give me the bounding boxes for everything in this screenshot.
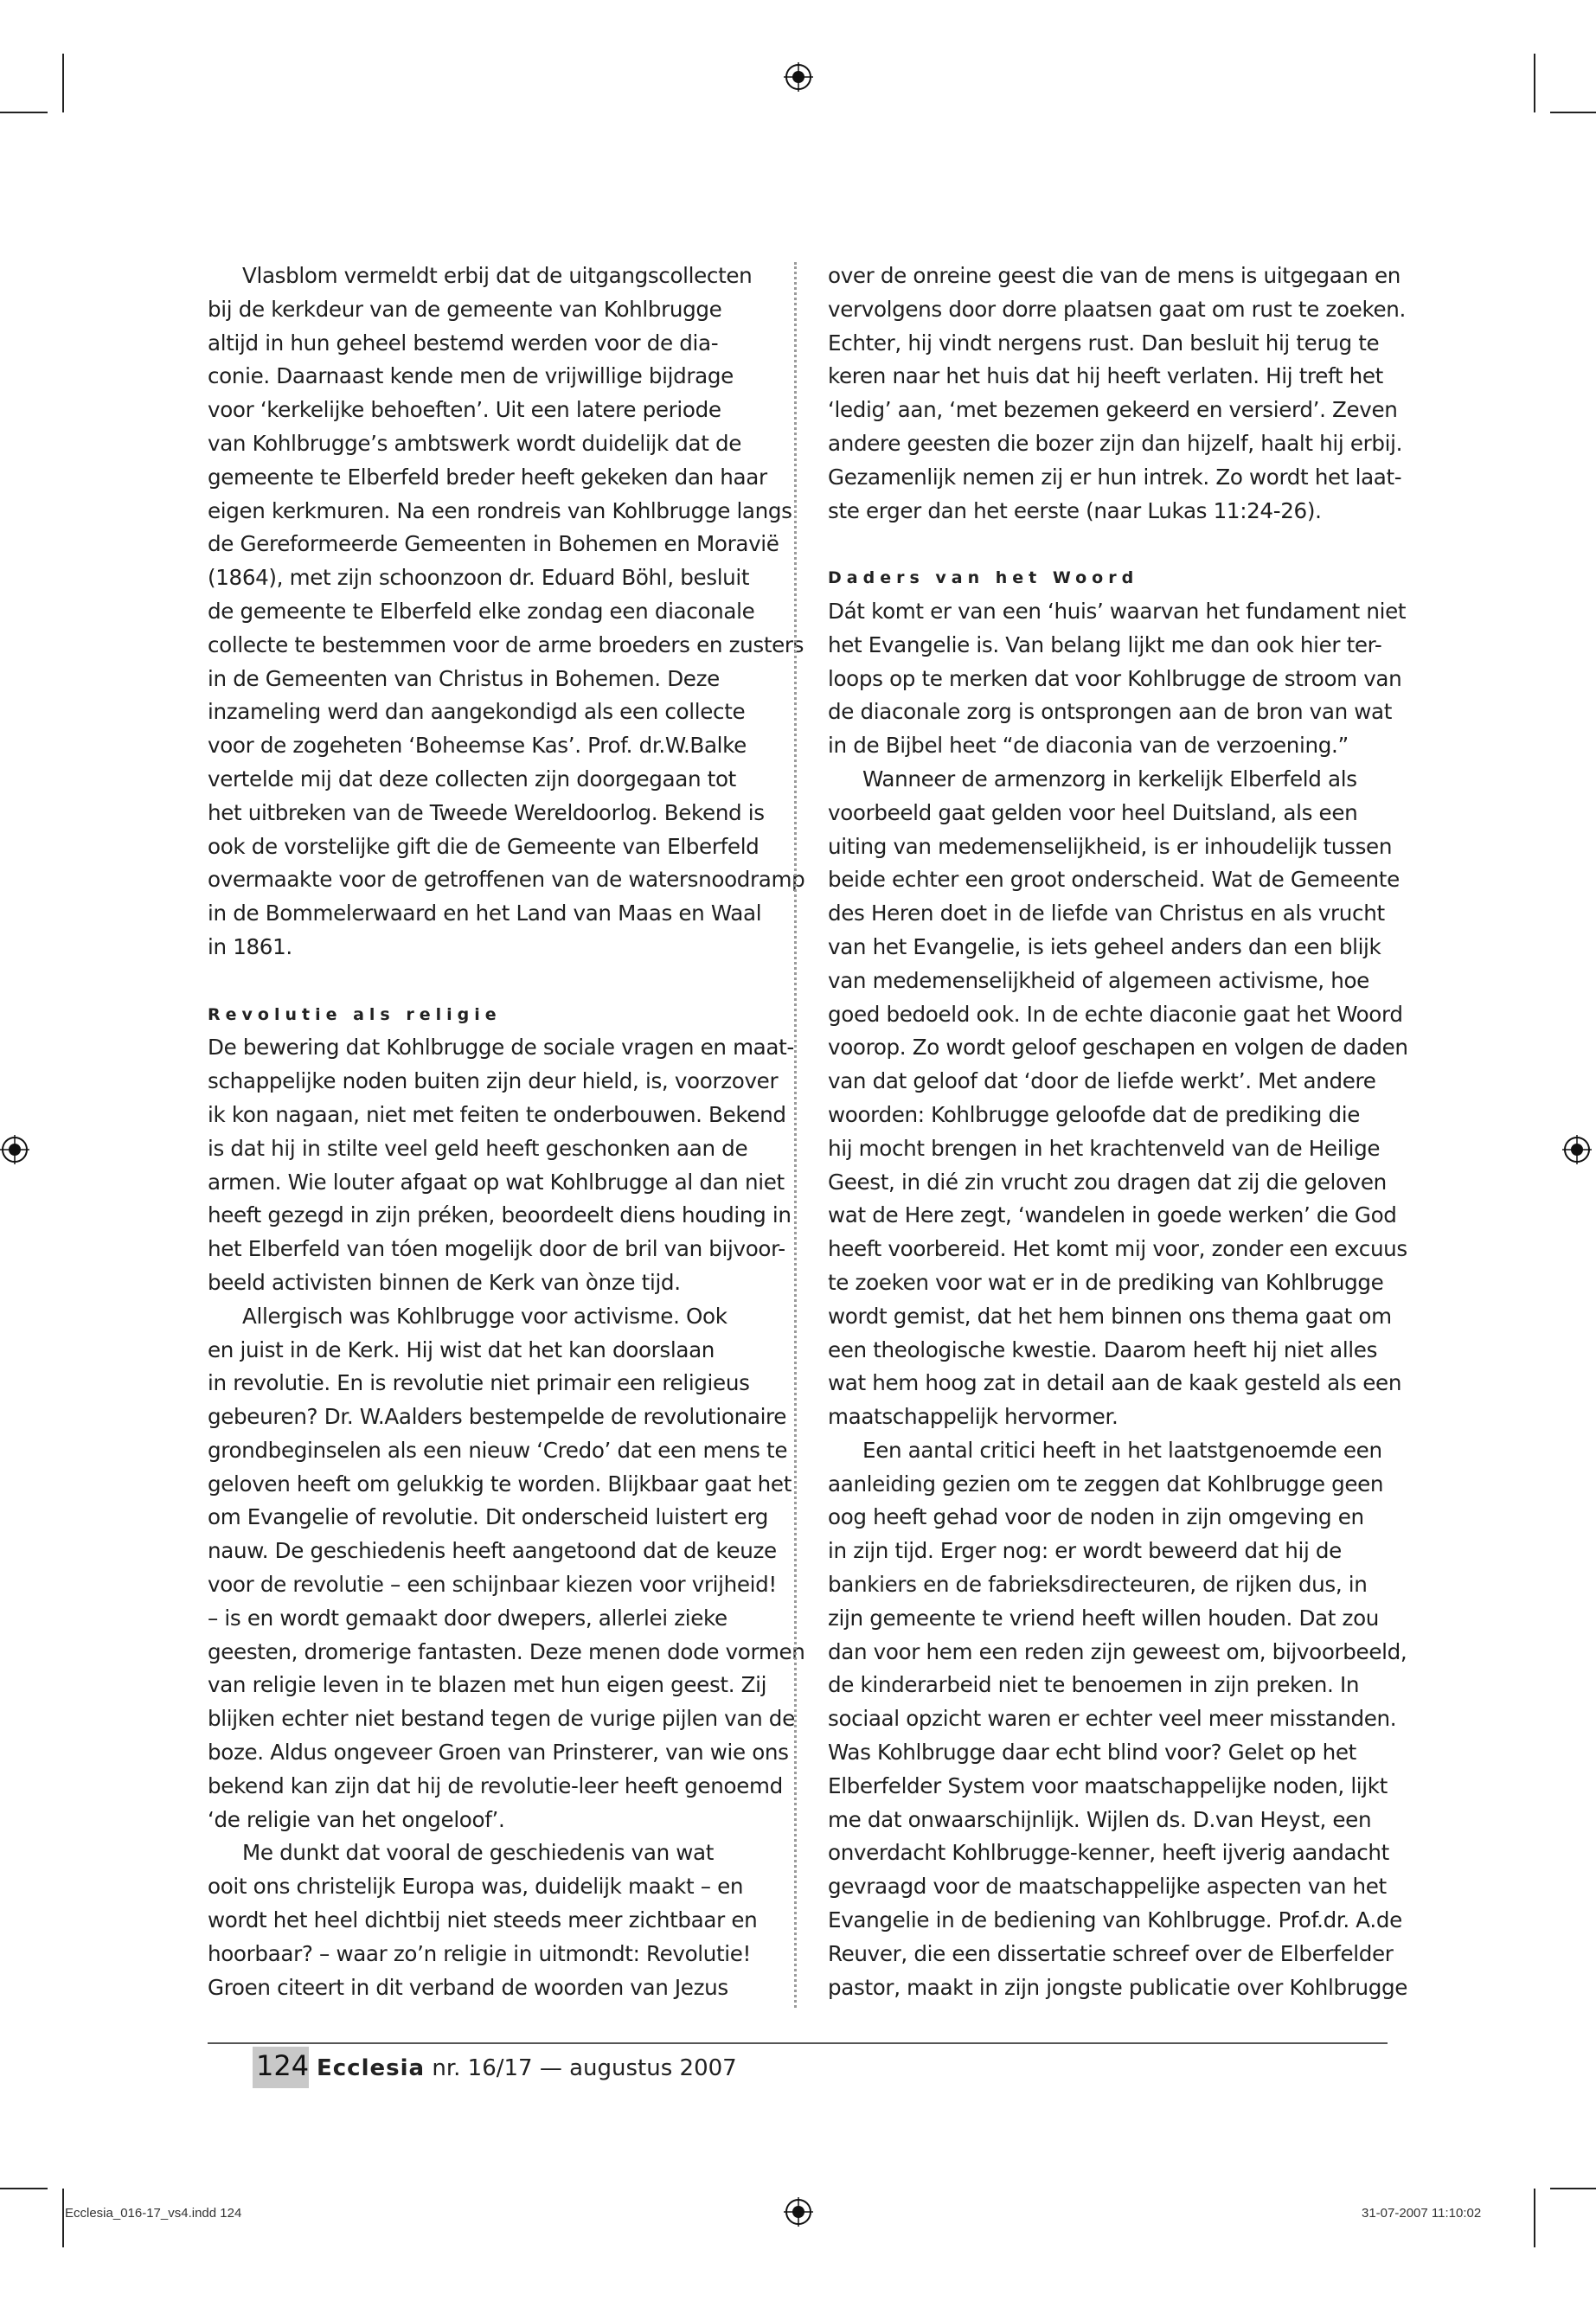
text-line: Gezamenlijk nemen zij er hun intrek. Zo wordt het laat- [828, 464, 1402, 490]
text-line: voor ‘kerkelijke behoeften’. Uit een latere periode [208, 397, 721, 423]
text-line: de Gereformeerde Gemeenten in Bohemen en Moravië [208, 531, 779, 557]
text-line: ik kon nagaan, niet met feiten te onderbouwen. Bekend [208, 1101, 786, 1127]
column-divider [794, 262, 797, 2008]
slug-timestamp: 31-07-2007 11:10:02 [1362, 2206, 1482, 2221]
slug-filename: Ecclesia_016-17_vs4.indd 124 [65, 2206, 242, 2221]
text-line: dan voor hem een reden zijn geweest om, bijvoorbeeld, [828, 1638, 1407, 1664]
text-line: over de onreine geest die van de mens is uitgegaan en [828, 263, 1401, 288]
crop-mark [1534, 54, 1535, 112]
text-line: bij de kerkdeur van de gemeente van Kohlbrugge [208, 296, 722, 322]
text-line: gebeuren? Dr. W.Aalders bestempelde de revolutionaire [208, 1404, 787, 1430]
paragraph [828, 260, 1406, 528]
text-line: woorden: Kohlbrugge geloofde dat de prediking die [828, 1101, 1361, 1127]
paragraph [208, 1031, 794, 1299]
text-line: schappelijke noden buiten zijn deur hield, is, voorzover [208, 1068, 779, 1094]
text-line: Evangelie in de bediening van Kohlbrugge. Prof.dr. A.de [828, 1907, 1402, 1933]
text-line: Me dunkt dat vooral de geschiedenis van wat [242, 1840, 715, 1866]
text-line: me dat onwaarschijnlijk. Wijlen ds. D.van Heyst, een [828, 1806, 1372, 1832]
text-line: Vlasblom vermeldt erbij dat de uitgangscollecten [242, 263, 753, 288]
text-line: wordt gemist, dat het hem binnen ons thema gaat om [828, 1303, 1392, 1329]
text-line: eigen kerkmuren. Na een rondreis van Kohlbrugge langs [208, 497, 792, 523]
paragraph [828, 595, 1407, 763]
crop-mark [1534, 2189, 1535, 2247]
registration-mark-icon [0, 1135, 29, 1164]
paragraph [828, 763, 1408, 1434]
issue-info: nr. 16/17 — augustus 2007 [425, 2055, 737, 2081]
text-line: de kinderarbeid niet te benoemen in zijn preken. In [828, 1672, 1360, 1698]
text-line: van Kohlbrugge’s ambtswerk wordt duidelijk dat de [208, 430, 742, 456]
registration-mark-icon [1562, 1135, 1592, 1164]
text-line: hij mocht brengen in het krachtenveld van de Heilige [828, 1135, 1381, 1161]
text-line: Wanneer de armenzorg in kerkelijk Elberfeld als [862, 766, 1357, 792]
text-line: voor de zogeheten ‘Boheemse Kas’. Prof. dr.W.Balke [208, 733, 747, 759]
text-line: grondbeginselen als een nieuw ‘Credo’ dat een mens te [208, 1437, 788, 1463]
text-line: is dat hij in stilte veel geld heeft geschonken aan de [208, 1135, 748, 1161]
text-line: in de Bijbel heet “de diaconia van de verzoening.” [828, 733, 1349, 759]
text-line: – is en wordt gemaakt door dwepers, allerlei zieke [208, 1605, 727, 1631]
text-line: te zoeken voor wat er in de prediking van Kohlbrugge [828, 1269, 1384, 1295]
text-line: Geest, in dié zin vrucht zou dragen dat zij die geloven [828, 1169, 1387, 1195]
text-line: Een aantal critici heeft in het laatstgenoemde een [862, 1437, 1382, 1463]
text-line: uiting van medemenselijkheid, is er inhoudelijk tussen [828, 833, 1393, 859]
right-column [828, 260, 1408, 2004]
text-line: van medemenselijkheid of algemeen activisme, hoe [828, 967, 1369, 993]
text-line: ste erger dan het eerste (naar Lukas 11:24-26). [828, 497, 1322, 523]
text-line: conie. Daarnaast kende men de vrijwillige bijdrage [208, 363, 734, 389]
paragraph [208, 1836, 768, 2004]
paragraph [828, 1434, 1408, 2005]
text-line: keren naar het huis dat hij heeft verlaten. Hij treft het [828, 363, 1383, 389]
text-line: gevraagd voor de maatschappelijke aspecten van het [828, 1874, 1387, 1900]
text-line: in zijn tijd. Erger nog: er wordt beweerd dat hij de [828, 1538, 1342, 1564]
text-line: heeft gezegd in zijn préken, beoordeelt diens houding in [208, 1202, 792, 1228]
text-line: beide echter een groot onderscheid. Wat de Gemeente [828, 867, 1400, 893]
text-line: vertelde mij dat deze collecten zijn doorgegaan tot [208, 766, 736, 792]
text-line: armen. Wie louter afgaat op wat Kohlbrugge al dan niet [208, 1169, 785, 1195]
registration-mark-icon [784, 62, 813, 92]
text-line: voorop. Zo wordt geloof geschapen en volgen de daden [828, 1035, 1408, 1061]
text-line: de gemeente te Elberfeld elke zondag een diaconale [208, 598, 755, 624]
text-line: en juist in de Kerk. Hij wist dat het kan doorslaan [208, 1336, 715, 1362]
footer-publication [317, 2055, 737, 2081]
text-line: hoorbaar? – waar zo’n religie in uitmondt: Revolutie! [208, 1940, 752, 1966]
text-line: voorbeeld gaat gelden voor heel Duitsland, als een [828, 799, 1358, 825]
text-line: sociaal opzicht waren er echter veel meer misstanden. [828, 1706, 1397, 1732]
text-line: (1864), met zijn schoonzoon dr. Eduard Böhl, besluit [208, 565, 750, 591]
paragraph [208, 1300, 805, 1837]
text-line: De bewering dat Kohlbrugge de sociale vragen en maat- [208, 1035, 794, 1061]
paragraph-gap [208, 965, 768, 998]
text-line: van dat geloof dat ‘door de liefde werkt’. Met andere [828, 1068, 1376, 1094]
text-line: Allergisch was Kohlbrugge voor activisme. Ook [242, 1303, 727, 1329]
text-line: het Evangelie is. Van belang lijkt me dan ook hier ter- [828, 631, 1382, 657]
footer-rule [208, 2042, 1388, 2044]
text-line: goed bedoeld ook. In de echte diaconie gaat het Woord [828, 1001, 1403, 1027]
crop-mark [62, 2189, 64, 2247]
text-line: pastor, maakt in zijn jongste publicatie over Kohlbrugge [828, 1974, 1408, 2000]
text-line: Dát komt er van een ‘huis’ waarvan het fundament niet [828, 598, 1407, 624]
text-line: boze. Aldus ongeveer Groen van Prinsterer, van wie ons [208, 1740, 789, 1766]
text-line: Groen citeert in dit verband de woorden van Jezus [208, 1974, 728, 2000]
crop-mark [0, 2188, 48, 2189]
text-line: beeld activisten binnen de Kerk van ònze tijd. [208, 1269, 681, 1295]
text-line: aanleiding gezien om te zeggen dat Kohlbrugge geen [828, 1471, 1384, 1497]
text-line: maatschappelijk hervormer. [828, 1404, 1118, 1430]
paragraph [208, 260, 805, 965]
text-line: van religie leven in te blazen met hun eigen geest. Zij [208, 1672, 767, 1698]
text-line: gemeente te Elberfeld breder heeft gekeken dan haar [208, 464, 767, 490]
text-line: de diaconale zorg is ontsprongen aan de bron van wat [828, 699, 1393, 725]
crop-mark [1550, 112, 1596, 113]
text-line: ook de vorstelijke gift die de Gemeente van Elberfeld [208, 833, 760, 859]
registration-mark-icon [784, 2197, 813, 2227]
text-line: andere geesten die bozer zijn dan hijzelf, haalt hij erbij. [828, 430, 1403, 456]
text-line: altijd in hun geheel bestemd werden voor de dia- [208, 330, 719, 356]
text-line: overmaakte voor de getroffenen van de watersnoodramp [208, 867, 805, 893]
text-line: ‘ledig’ aan, ‘met bezemen gekeerd en versierd’. Zeven [828, 397, 1398, 423]
text-line: vervolgens door dorre plaatsen gaat om rust te zoeken. [828, 296, 1406, 322]
text-line: inzameling werd dan aangekondigd als een collecte [208, 699, 746, 725]
text-line: wat hem hoog zat in detail aan de kaak gesteld als een [828, 1370, 1402, 1396]
text-line: geesten, dromerige fantasten. Deze menen dode vormen [208, 1638, 805, 1664]
left-column [208, 260, 805, 2004]
text-line: om Evangelie of revolutie. Dit onderscheid luistert erg [208, 1504, 769, 1530]
text-line: Elberfelder System voor maatschappelijke noden, lijkt [828, 1772, 1388, 1798]
text-line: van het Evangelie, is iets geheel anders dan een blijk [828, 933, 1381, 959]
text-line: geloven heeft om gelukkig te worden. Blijkbaar gaat het [208, 1471, 792, 1497]
text-line: des Heren doet in de liefde van Christus en als vrucht [828, 901, 1385, 926]
text-line: wat de Here zegt, ‘wandelen in goede werken’ die God [828, 1202, 1397, 1228]
text-line: wordt het heel dichtbij niet steeds meer zichtbaar en [208, 1907, 758, 1933]
text-line: Echter, hij vindt nergens rust. Dan besluit hij terug te [828, 330, 1380, 356]
text-line: oog heeft gehad voor de noden in zijn omgeving en [828, 1504, 1364, 1530]
text-line: voor de revolutie – een schijnbaar kiezen voor vrijheid! [208, 1572, 777, 1598]
text-line: in de Bommelerwaard en het Land van Maas en Waal [208, 901, 762, 926]
crop-mark [62, 54, 64, 112]
paragraph-gap [828, 528, 1388, 561]
text-line: het Elberfeld van tóen mogelijk door de bril van bijvoor- [208, 1236, 785, 1262]
text-line: zijn gemeente te vriend heeft willen houden. Dat zou [828, 1605, 1380, 1631]
section-heading: Revolutie als religie [208, 1004, 502, 1024]
text-line: blijken echter niet bestand tegen de vurige pijlen van de [208, 1706, 795, 1732]
text-line: loops op te merken dat voor Kohlbrugge de stroom van [828, 665, 1402, 691]
text-line: heeft voorbereid. Het komt mij voor, zonder een excuus [828, 1236, 1407, 1262]
text-line: collecte te bestemmen voor de arme broeders en zusters [208, 631, 804, 657]
text-line: in 1861. [208, 933, 292, 959]
crop-mark [0, 112, 48, 113]
text-line: het uitbreken van de Tweede Wereldoorlog. Bekend is [208, 799, 765, 825]
magazine-name: Ecclesia [317, 2055, 426, 2081]
text-line: een theologische kwestie. Daarom heeft hij niet alles [828, 1336, 1378, 1362]
text-line: in revolutie. En is revolutie niet primair een religieus [208, 1370, 750, 1396]
text-line: bekend kan zijn dat hij de revolutie-leer heeft genoemd [208, 1772, 783, 1798]
text-line: ooit ons christelijk Europa was, duidelijk maakt – en [208, 1874, 744, 1900]
crop-mark [1550, 2188, 1596, 2189]
text-line: nauw. De geschiedenis heeft aangetoond dat de keuze [208, 1538, 777, 1564]
page-number: 124 [256, 2049, 310, 2082]
text-line: onverdacht Kohlbrugge-kenner, heeft ijverig aandacht [828, 1840, 1389, 1866]
text-line: in de Gemeenten van Christus in Bohemen. Deze [208, 665, 720, 691]
text-line: ‘de religie van het ongeloof’. [208, 1806, 505, 1832]
section-heading: Daders van het Woord [828, 568, 1139, 588]
text-line: Reuver, die een dissertatie schreef over de Elberfelder [828, 1940, 1394, 1966]
text-line: bankiers en de fabrieksdirecteuren, de rijken dus, in [828, 1572, 1368, 1598]
text-line: Was Kohlbrugge daar echt blind voor? Gelet op het [828, 1740, 1356, 1766]
